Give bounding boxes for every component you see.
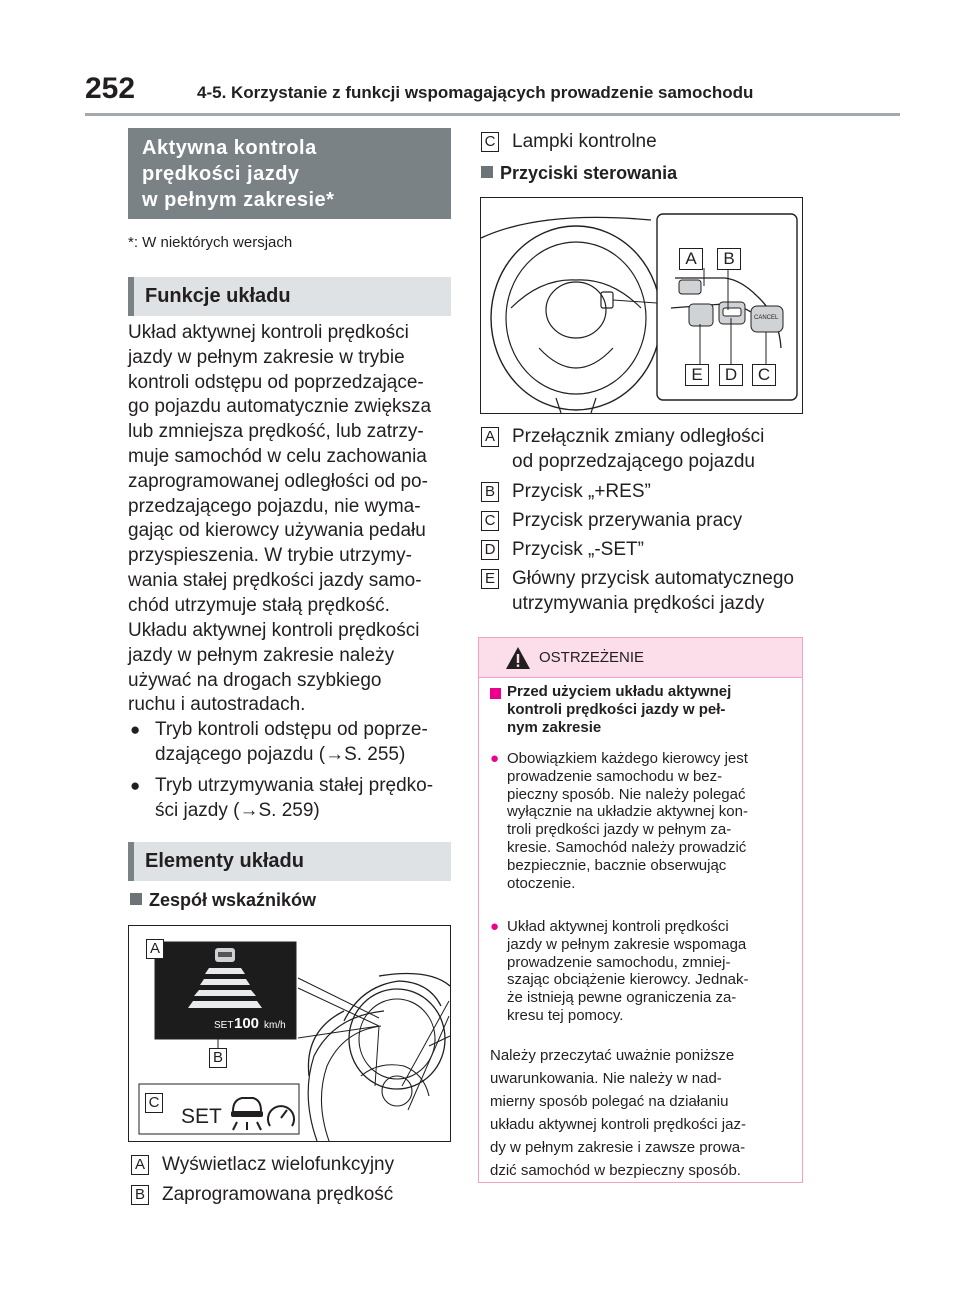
- text-line: kresu tej pomocy.: [507, 1006, 624, 1024]
- text-line: Tryb kontroli odstępu od poprze-: [155, 719, 428, 740]
- legend-text: Główny przycisk automatycznego: [512, 568, 794, 589]
- figure-instrument-cluster: SET 100 km/h SET A B C: [128, 925, 451, 1142]
- section-heading-functions: Funkcje układu: [128, 277, 451, 316]
- subheading-text: Zespół wskaźników: [149, 890, 317, 910]
- text-line: Tryb utrzymywania stałej prędko-: [155, 775, 434, 796]
- text-line: Obowiązkiem każdego kierowcy jest: [507, 750, 748, 767]
- text-line: go pojazdu automatycznie zwiększa: [128, 396, 432, 418]
- paragraph-description: [128, 321, 453, 619]
- text-line: gając od kierowcy używania pedału: [128, 520, 426, 542]
- legend-key: B: [481, 482, 499, 502]
- text-line: Układ aktywnej kontroli prędkości: [128, 322, 409, 343]
- legend-text: utrzymywania prędkości jazdy: [512, 593, 765, 614]
- text-line: prowadzenie samochodu w bez-: [507, 767, 723, 785]
- text-line: lub zmniejsza prędkość, lub zatrzy-: [128, 421, 424, 443]
- legend-text: od poprzedzającego pojazdu: [512, 451, 755, 472]
- text-line: układu aktywnej kontroli prędkości jaz-: [490, 1116, 746, 1133]
- legend-key: B: [131, 1185, 149, 1205]
- text-line: Przed użyciem układu aktywnej: [507, 683, 732, 700]
- text-line: bezpiecznie, bacznie obserwując: [507, 856, 727, 874]
- page-title-line: w pełnym zakresie*: [142, 189, 335, 211]
- legend-text: Wyświetlacz wielofunkcyjny: [162, 1154, 395, 1175]
- text-line: prowadzenie samochodu, zmniej-: [507, 953, 731, 971]
- legend-key: C: [481, 511, 499, 531]
- warning-box: [478, 637, 803, 1183]
- square-bullet-icon: [481, 166, 493, 178]
- text-line: przyspieszenia. W trybie utrzymy-: [128, 545, 413, 567]
- page-title: [128, 128, 451, 219]
- text-line: jazdy w pełnym zakresie w trybie: [128, 346, 405, 368]
- text-line: kresie. Samochód należy prowadzić: [507, 838, 747, 856]
- figure-steering-controls: CANCEL A B E D C: [480, 197, 803, 414]
- bullet-dot: ●: [130, 776, 141, 795]
- legend-text: Przycisk „-SET”: [512, 539, 644, 560]
- text-line: wyłącznie na układzie aktywnej kon-: [507, 803, 748, 821]
- warning-triangle-icon: [505, 646, 531, 670]
- text-line: dzić samochód w bezpieczny sposób.: [490, 1162, 741, 1179]
- warning-header: [479, 638, 802, 678]
- page-reference-link[interactable]: ści jazdy (→S. 259): [155, 799, 320, 821]
- section-heading-elements: Elementy układu: [128, 842, 451, 881]
- text-line: kontroli prędkości jazdy w peł-: [507, 701, 726, 718]
- square-bullet-icon: [130, 893, 142, 905]
- text-line: uwarunkowania. Nie należy w nad-: [490, 1070, 722, 1087]
- text-line: mierny sposób polegać na działaniu: [490, 1093, 729, 1110]
- display-set-label: SET: [214, 1020, 234, 1031]
- legend-text: Przycisk przerywania pracy: [512, 510, 743, 531]
- text-line: ruchu i autostradach.: [128, 694, 306, 716]
- legend-text: Przełącznik zmiany odległości: [512, 426, 765, 447]
- bullet-dot: ●: [490, 750, 500, 767]
- legend-text: Lampki kontrolne: [512, 131, 657, 152]
- display-speed-value: 100: [234, 1015, 260, 1032]
- text-line: zaprogramowanej odległości od po-: [128, 470, 428, 492]
- text-line: kontroli odstępu od poprzedzające-: [128, 371, 424, 393]
- text-line: pieczny sposób. Nie należy polegać: [507, 785, 746, 803]
- header-divider: [85, 113, 900, 116]
- text-line: muje samochód w celu zachowania: [128, 445, 427, 467]
- page-title-line: Aktywna kontrola: [142, 137, 317, 159]
- legend-text: Zaprogramowana prędkość: [162, 1184, 394, 1205]
- text-line: dy w pełnym zakresie i zawsze prowa-: [490, 1139, 746, 1156]
- warning-subheading: [507, 683, 792, 737]
- instrument-cluster-illustration: [129, 926, 450, 1141]
- text-line: nym zakresie: [507, 719, 602, 736]
- square-bullet-icon: [490, 688, 501, 699]
- warning-title: OSTRZEŻENIE: [539, 649, 645, 666]
- text-line: Należy przeczytać uważnie poniższe: [490, 1047, 735, 1064]
- subheading-text: Przyciski sterowania: [500, 163, 678, 183]
- page-number: 252: [85, 72, 136, 105]
- legend-key: E: [481, 569, 499, 589]
- text-line: wania stałej prędkości jazdy samo-: [128, 569, 422, 591]
- text-line: przedzającego pojazdu, nie wyma-: [128, 495, 421, 517]
- page-reference-link[interactable]: dzającego pojazdu (→S. 255): [155, 743, 406, 765]
- text-line: troli prędkości jazdy w pełnym za-: [507, 821, 732, 839]
- text-line: jazdy w pełnym zakresie wspomaga: [507, 935, 747, 953]
- lamp-set-label: SET: [181, 1105, 222, 1128]
- legend-key: A: [131, 1155, 149, 1175]
- bullet-dot: ●: [130, 720, 141, 739]
- display-speed-unit: km/h: [264, 1020, 286, 1031]
- warning-paragraph: [490, 1044, 795, 1182]
- legend-key: D: [481, 540, 499, 560]
- footnote: *: W niektórych wersjach: [128, 234, 293, 251]
- text-line: że istnieją pewne ograniczenia za-: [507, 989, 737, 1007]
- text-line: chód utrzymuje stałą prędkość.: [128, 594, 390, 616]
- subheading-controls: [481, 164, 677, 182]
- cancel-button-label: CANCEL: [754, 315, 779, 321]
- legend-key: C: [481, 132, 499, 152]
- text-line: jazdy w pełnym zakresie należy: [128, 644, 395, 666]
- text-line: Układ aktywnej kontroli prędkości: [507, 918, 729, 935]
- paragraph-usage: [128, 619, 453, 718]
- text-line: otoczenie.: [507, 874, 576, 892]
- bullet-dot: ●: [490, 918, 500, 935]
- text-line: Układu aktywnej kontroli prędkości: [128, 620, 420, 641]
- subheading-instruments: [130, 891, 316, 909]
- text-line: szając obciążenie kierowcy. Jednak-: [507, 971, 749, 989]
- chapter-title: 4-5. Korzystanie z funkcji wspomagających prowadzenie samochodu: [197, 83, 754, 102]
- legend-text: Przycisk „+RES”: [512, 481, 651, 502]
- page-title-line: prędkości jazdy: [142, 163, 300, 185]
- text-line: używać na drogach szybkiego: [128, 669, 382, 691]
- legend-key: A: [481, 427, 499, 447]
